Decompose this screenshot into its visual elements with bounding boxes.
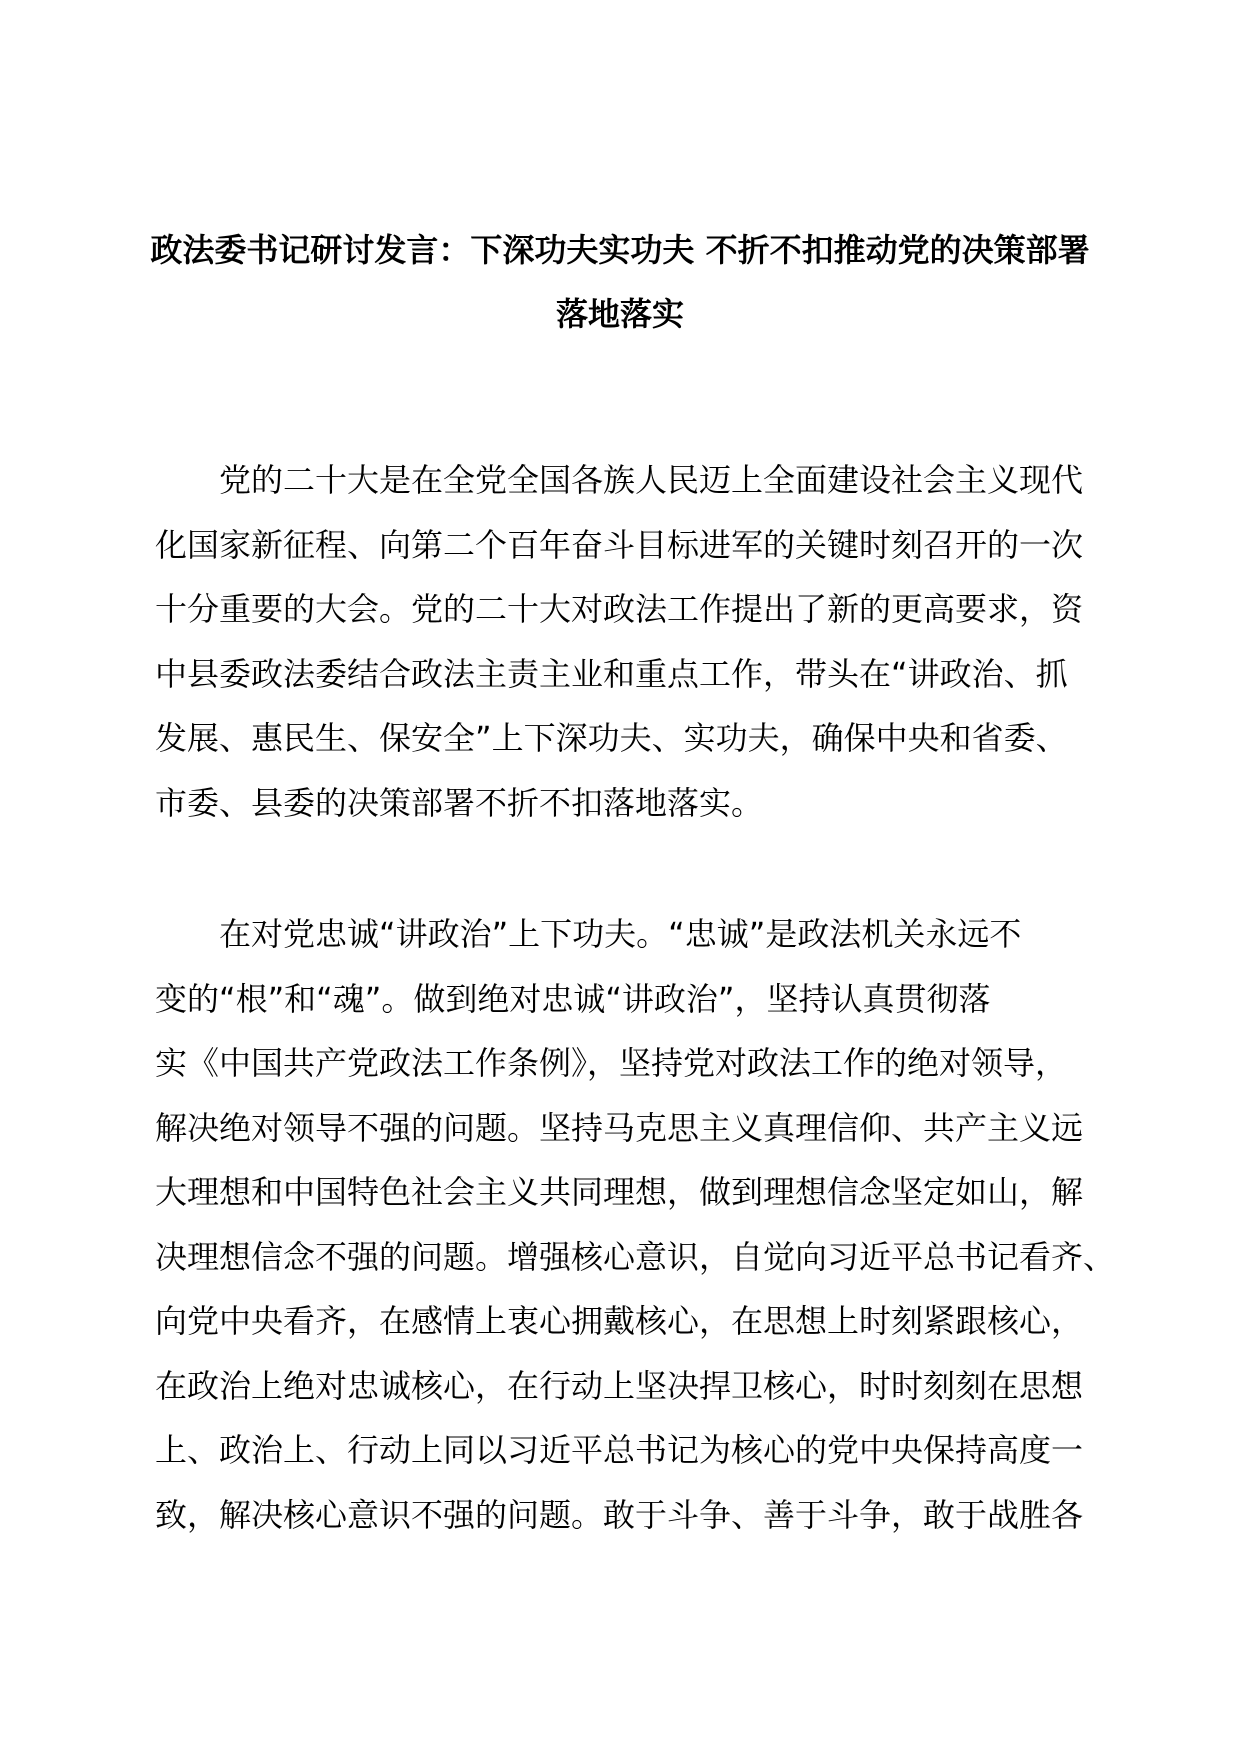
- paragraph-line: 决理想信念不强的问题。增强核心意识，自觉向习近平总书记看齐、: [155, 1237, 1116, 1276]
- paragraph-line: 解决绝对领导不强的问题。坚持马克思主义真理信仰、共产主义远: [155, 1108, 1084, 1147]
- paragraph-line: 向党中央看齐，在感情上衷心拥戴核心，在思想上时刻紧跟核心，: [155, 1302, 1084, 1340]
- paragraph-line: 致，解决核心意识不强的问题。敢于斗争、善于斗争，敢于战胜各: [155, 1495, 1084, 1534]
- paragraph-line: 变的“根”和“魂”。做到绝对忠诚“讲政治”，坚持认真贯彻落: [155, 979, 991, 1018]
- paragraph-line: 化国家新征程、向第二个百年奋斗目标进军的关键时刻召开的一次: [155, 525, 1084, 564]
- paragraph-line: 党的二十大是在全党全国各族人民迈上全面建设社会主义现代: [219, 461, 1084, 499]
- title-line: 政法委书记研讨发言：下深功夫实功夫 不折不扣推动党的决策部署: [150, 231, 1090, 269]
- body-paragraph-1: [155, 448, 1085, 835]
- paragraph-line: 在对党忠诚“讲政治”上下功夫。“忠诚”是政法机关永远不: [219, 915, 1022, 953]
- paragraph-line: 实《中国共产党政法工作条例》，坚持党对政法工作的绝对领导，: [155, 1044, 1068, 1082]
- paragraph-line: 中县委政法委结合政法主责主业和重点工作，带头在“讲政治、抓: [155, 654, 1068, 693]
- paragraph-line: 上、政治上、行动上同以习近平总书记为核心的党中央保持高度一: [155, 1431, 1084, 1469]
- paragraph-line: 发展、惠民生、保安全”上下深功夫、实功夫，确保中央和省委、: [155, 719, 1068, 757]
- title-line: 落地落实: [555, 295, 684, 333]
- paragraph-line: 在政治上绝对忠诚核心，在行动上坚决捍卫核心，时时刻刻在思想: [155, 1366, 1084, 1405]
- paragraph-line: 市委、县委的决策部署不折不扣落地落实。: [155, 783, 764, 822]
- paragraph-line: 大理想和中国特色社会主义共同理想，做到理想信念坚定如山，解: [155, 1173, 1084, 1211]
- document-title: [150, 218, 1090, 346]
- paragraph-line: 十分重要的大会。党的二十大对政法工作提出了新的更高要求，资: [155, 590, 1084, 628]
- body-paragraph-2: [155, 902, 1116, 1547]
